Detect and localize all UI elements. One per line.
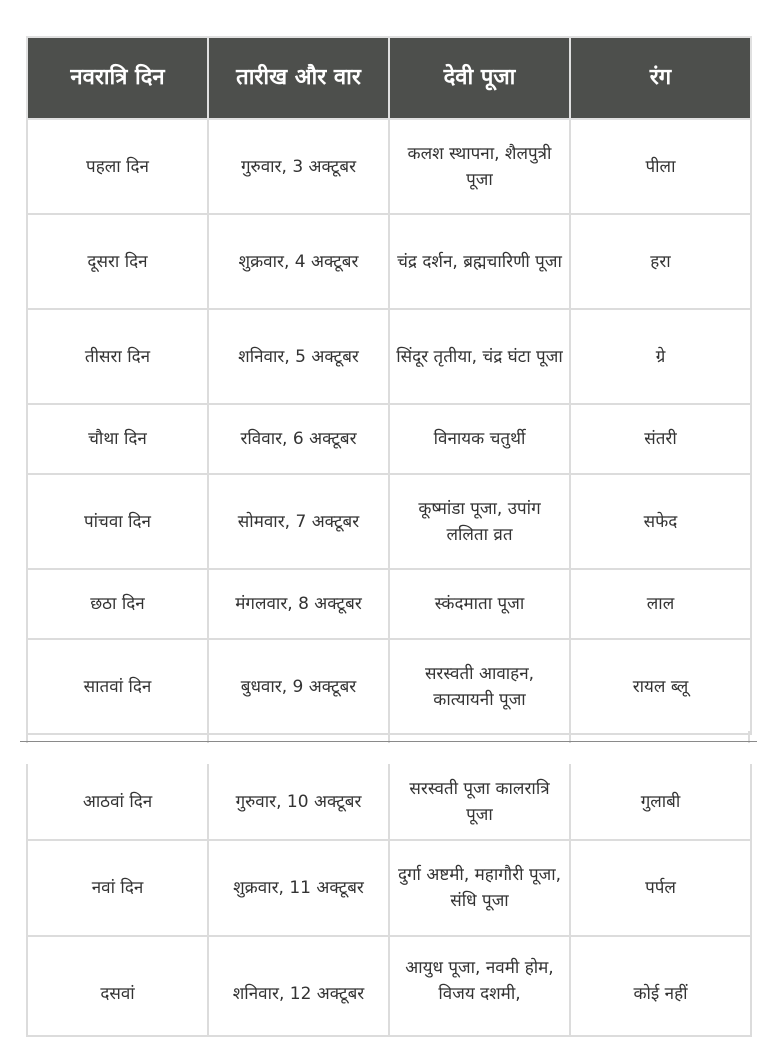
day-cell: दसवां (27, 936, 208, 1036)
color-cell: गुलाबी (570, 764, 751, 840)
color-cell: पर्पल (570, 840, 751, 936)
puja-cell: सिंदूर तृतीया, चंद्र घंटा पूजा (389, 309, 570, 404)
date-cell: मंगलवार, 8 अक्टूबर (208, 569, 389, 639)
table-row (27, 639, 751, 734)
day-cell: सातवां दिन (27, 639, 208, 734)
day-cell: छठा दिन (27, 569, 208, 639)
puja-cell: स्कंदमाता पूजा (389, 569, 570, 639)
day-cell: पांचवा दिन (27, 474, 208, 569)
header-date: तारीख और वार (208, 37, 389, 119)
header-color: रंग (570, 37, 751, 119)
table-row (27, 936, 751, 1036)
date-cell: सोमवार, 7 अक्टूबर (208, 474, 389, 569)
color-cell: हरा (570, 214, 751, 309)
day-cell: नवां दिन (27, 840, 208, 936)
header-puja: देवी पूजा (389, 37, 570, 119)
color-cell: लाल (570, 569, 751, 639)
table-row (27, 840, 751, 936)
day-cell: तीसरा दिन (27, 309, 208, 404)
navratri-table-continued (26, 764, 752, 1037)
puja-cell: कूष्मांडा पूजा, उपांग ललिता व्रत (389, 474, 570, 569)
date-cell: गुरुवार, 10 अक्टूबर (208, 764, 389, 840)
date-cell: शनिवार, 5 अक्टूबर (208, 309, 389, 404)
header-row (27, 37, 751, 119)
date-cell: गुरुवार, 3 अक्टूबर (208, 119, 389, 214)
puja-cell: आयुध पूजा, नवमी होम, विजय दशमी, (389, 936, 570, 1036)
puja-cell: कलश स्थापना, शैलपुत्री पूजा (389, 119, 570, 214)
date-cell: शनिवार, 12 अक्टूबर (208, 936, 389, 1036)
table-row (27, 764, 751, 840)
date-cell: शुक्रवार, 4 अक्टूबर (208, 214, 389, 309)
puja-cell: सरस्वती आवाहन, कात्यायनी पूजा (389, 639, 570, 734)
table-row (27, 119, 751, 214)
color-cell: कोई नहीं (570, 936, 751, 1036)
table-row (27, 569, 751, 639)
color-cell: सफेद (570, 474, 751, 569)
date-cell: शुक्रवार, 11 अक्टूबर (208, 840, 389, 936)
day-cell: आठवां दिन (27, 764, 208, 840)
color-cell: संतरी (570, 404, 751, 474)
table-row (27, 214, 751, 309)
puja-cell: विनायक चतुर्थी (389, 404, 570, 474)
day-cell: पहला दिन (27, 119, 208, 214)
day-cell: चौथा दिन (27, 404, 208, 474)
date-cell: रविवार, 6 अक्टूबर (208, 404, 389, 474)
table-row (27, 309, 751, 404)
navratri-table (26, 36, 752, 735)
color-cell: रायल ब्लू (570, 639, 751, 734)
page-break-divider (20, 741, 757, 742)
page-break-gap (0, 743, 777, 764)
color-cell: पीला (570, 119, 751, 214)
puja-cell: सरस्वती पूजा कालरात्रि पूजा (389, 764, 570, 840)
table-row (27, 474, 751, 569)
table-row (27, 404, 751, 474)
header-day: नवरात्रि दिन (27, 37, 208, 119)
day-cell: दूसरा दिन (27, 214, 208, 309)
color-cell: ग्रे (570, 309, 751, 404)
puja-cell: चंद्र दर्शन, ब्रह्मचारिणी पूजा (389, 214, 570, 309)
date-cell: बुधवार, 9 अक्टूबर (208, 639, 389, 734)
puja-cell: दुर्गा अष्टमी, महागौरी पूजा, संधि पूजा (389, 840, 570, 936)
